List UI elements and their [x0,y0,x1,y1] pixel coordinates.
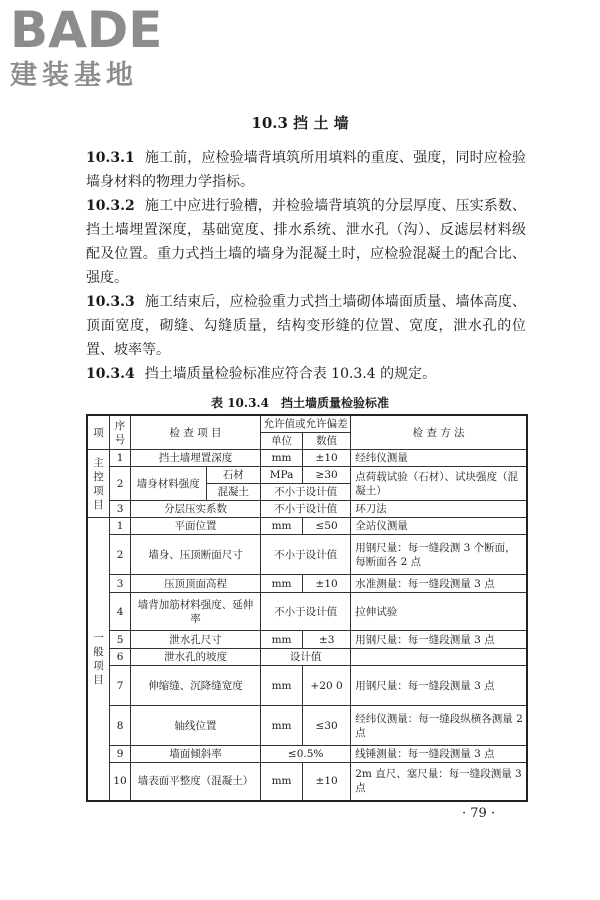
header-seq: 序号 [110,415,131,450]
clause-number: 10.3.4 [86,366,135,382]
cell-method: 点荷载试验（石材）、试块强度（混凝土） [351,467,527,501]
cell-unit: mm [261,450,303,467]
cell-subitem: 石材 [206,467,261,484]
cell-seq: 6 [110,649,131,666]
table-row [87,649,527,666]
cell-item: 泄水孔尺寸 [131,631,261,649]
cell-merged-value: 不小于设计值 [261,501,351,518]
cell-seq: 7 [110,666,131,706]
table-row [87,706,527,746]
cell-value: ≤50 [303,518,351,535]
cell-method: 经纬仪测量：每一缝段纵横各测量 2 点 [351,706,527,746]
cell-merged-value: ≤0.5% [261,746,351,763]
clause-10-3-1 [86,146,526,194]
cell-value: ±10 [303,450,351,467]
quality-standard-table [86,414,528,802]
bade-logo [10,1,163,92]
table-row [87,666,527,706]
header-value: 数值 [303,433,351,450]
cell-method: 全站仪测量 [351,518,527,535]
table-row [87,575,527,593]
cell-value: ±10 [303,763,351,801]
cell-unit: mm [261,666,303,706]
cell-item: 泄水孔的坡度 [131,649,261,666]
cell-method: 环刀法 [351,501,527,518]
cell-merged-value: 不小于设计值 [261,484,351,501]
cell-item: 伸缩缝、沉降缝宽度 [131,666,261,706]
cell-seq: 5 [110,631,131,649]
logo-brand: BADE [10,1,163,59]
cell-unit: MPa [261,467,303,484]
cell-value: ±3 [303,631,351,649]
clause-number: 10.3.3 [86,294,135,310]
cell-value: ≥30 [303,467,351,484]
clause-number: 10.3.2 [86,198,135,214]
table-row [87,631,527,649]
group-general: 一般项目 [87,518,110,801]
clause-number: 10.3.1 [86,150,135,166]
clause-text: 施工中应进行验槽，并检验墙背填筑的分层厚度、压实系数、挡土墙埋置深度，基础宽度、排水系统、泄水孔（沟）、反滤层材料级配及位置。重力式挡土墙的墙身为混凝土时，应检验混凝土的配合比、强度。 [86,198,526,286]
cell-merged-value: 设计值 [261,649,351,666]
table-row [87,593,527,631]
cell-value: +20 0 [303,666,351,706]
table-row [87,450,527,467]
cell-item: 轴线位置 [131,706,261,746]
cell-method: 用钢尺量：每一缝段测量 3 点 [351,666,527,706]
cell-unit: mm [261,706,303,746]
header-allow: 允许值或允许偏差 [261,415,351,433]
cell-unit: mm [261,575,303,593]
cell-seq: 4 [110,593,131,631]
cell-method: 2m 直尺、塞尺量：每一缝段测量 3 点 [351,763,527,801]
header-unit: 单位 [261,433,303,450]
clause-text: 挡土墙质量检验标准应符合表 10.3.4 的规定。 [144,366,437,382]
table-caption: 表 10.3.4 挡土墙质量检验标准 [211,396,389,410]
cell-item: 墙背加筋材料强度、延伸率 [131,593,261,631]
cell-item: 墙表面平整度（混凝土） [131,763,261,801]
cell-unit: mm [261,763,303,801]
clause-text: 施工结束后，应检验重力式挡土墙砌体墙面质量、墙体高度、顶面宽度，砌缝、勾缝质量，结构变形缝的位置、宽度，泄水孔的位置、坡率等。 [86,294,526,358]
table-row [87,763,527,801]
header-check-item: 检 查 项 目 [131,415,261,450]
clause-10-3-4 [86,362,526,386]
cell-seq: 1 [110,518,131,535]
clause-10-3-3 [86,290,526,362]
header-method: 检 查 方 法 [351,415,527,450]
page-number: · 79 · [462,806,496,821]
cell-seq: 8 [110,706,131,746]
cell-subitem: 混凝土 [206,484,261,501]
clause-10-3-2 [86,194,526,290]
logo-subtitle: 建装基地 [10,60,138,91]
table-header-row [87,415,527,433]
cell-item: 墙身、压顶断面尺寸 [131,535,261,575]
cell-method [351,649,527,666]
cell-item: 分层压实系数 [131,501,261,518]
cell-unit: mm [261,518,303,535]
cell-item: 挡土墙埋置深度 [131,450,261,467]
cell-item: 平面位置 [131,518,261,535]
table-row [87,501,527,518]
cell-method: 线锤测量：每一缝段测量 3 点 [351,746,527,763]
cell-seq: 2 [110,535,131,575]
table-row [87,518,527,535]
cell-method: 经纬仪测量 [351,450,527,467]
table-row [87,535,527,575]
cell-seq: 9 [110,746,131,763]
cell-item: 墙身材料强度 [131,467,207,501]
table-row [87,467,527,484]
cell-method: 用钢尺量：每一缝段测量 3 点 [351,631,527,649]
cell-merged-value: 不小于设计值 [261,535,351,575]
clause-text: 施工前，应检验墙背填筑所用填料的重度、强度，同时应检验墙身材料的物理力学指标。 [86,150,526,190]
cell-merged-value: 不小于设计值 [261,593,351,631]
table-row [87,746,527,763]
cell-value: ±10 [303,575,351,593]
cell-method: 拉伸试验 [351,593,527,631]
cell-method: 用钢尺量：每一缝段测 3 个断面，每断面各 2 点 [351,535,527,575]
cell-seq: 10 [110,763,131,801]
section-title: 10.3 挡 土 墙 [251,114,349,132]
cell-seq: 3 [110,575,131,593]
cell-item: 压顶顶面高程 [131,575,261,593]
group-main: 主控项目 [87,450,110,518]
cell-seq: 1 [110,450,131,467]
cell-unit: mm [261,631,303,649]
cell-value: ≤30 [303,706,351,746]
cell-seq: 3 [110,501,131,518]
header-item: 项 [87,415,110,450]
cell-seq: 2 [110,467,131,501]
cell-method: 水准测量：每一缝段测量 3 点 [351,575,527,593]
cell-item: 墙面倾斜率 [131,746,261,763]
